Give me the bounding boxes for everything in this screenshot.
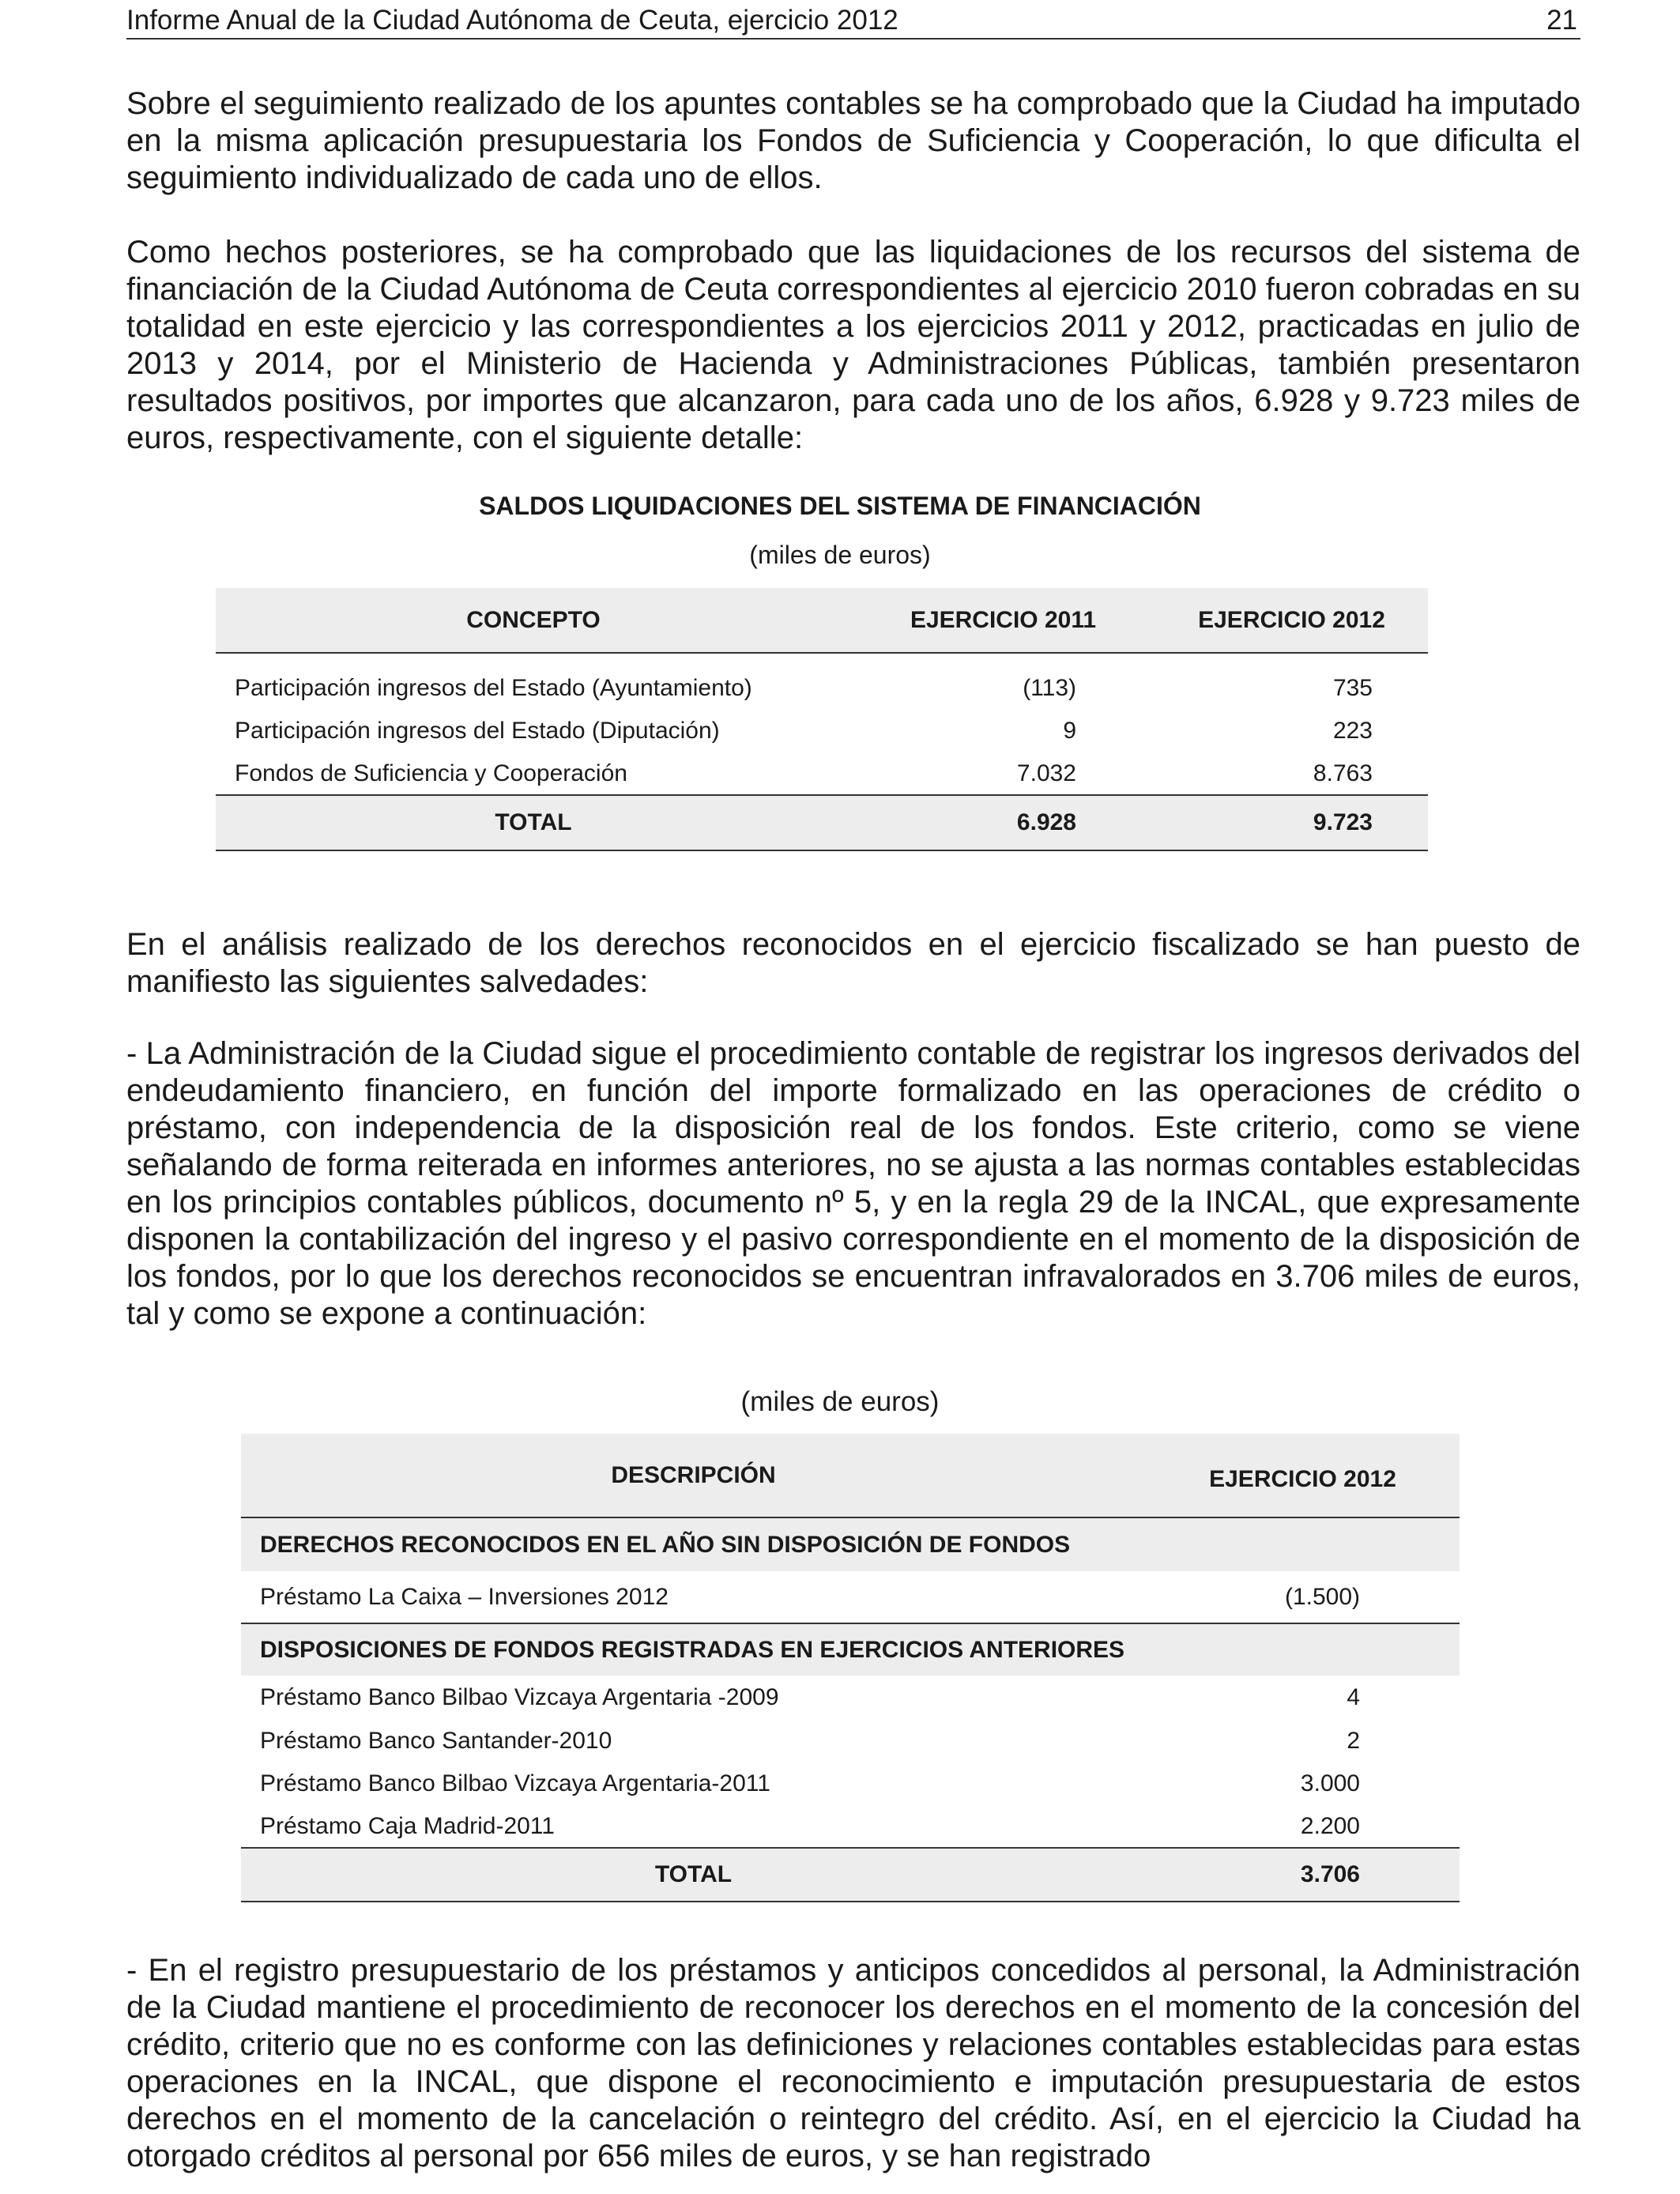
paragraph-5: - En el registro presupuestario de los préstamos y anticipos concedidos al personal, la Administración de la Ciudad mantiene el procedimiento de reconocer los derechos en el momento de la concesión del crédito, criterio que no es conforme con las definiciones y relaciones contables establecidas para estas operaciones en la INCAL, que dispone el reconocimiento e imputación presupuestaria de estos derechos en el momento de la cancelación o reintegro del crédito. Así, en el ejercicio la Ciudad ha otorgado créditos al personal por 656 miles de euros, y se han registrado [126,1953,1580,2173]
table-row: Participación ingresos del Estado (Diputación) 9 223 [235,718,1373,744]
paragraph-1: Sobre el seguimiento realizado de los apuntes contables se ha comprobado que la Ciudad ha imputado en la misma aplicación presupuestaria los Fondos de Suficiencia y Cooperación, lo que dificulta el seguimiento individualizado de cada uno de ellos. [126,86,1580,195]
table2-col-descripcion: DESCRIPCIÓN [611,1461,776,1488]
page-number: 21 [1546,5,1577,36]
page-header [126,3,1580,40]
report-title: Informe Anual de la Ciudad Autónoma de Ceuta, ejercicio 2012 [126,5,898,36]
financing-balances-table [216,588,1428,851]
table1-header-row [216,588,1428,653]
table1-col-2011: EJERCICIO 2011 [910,606,1097,633]
table-row: Préstamo Banco Bilbao Vizcaya Argentaria -2009 4 [260,1684,1360,1710]
table2-section-1: DERECHOS RECONOCIDOS EN EL AÑO SIN DISPOSICIÓN DE FONDOS [241,1517,1460,1571]
table1-title: SALDOS LIQUIDACIONES DEL SISTEMA DE FINANCIACIÓN [479,492,1201,520]
table1-col-concepto: CONCEPTO [466,606,601,633]
table2-col-2012: EJERCICIO 2012 [1209,1465,1396,1492]
paragraph-4: - La Administración de la Ciudad sigue el procedimiento contable de registrar los ingresos derivados del endeudamiento financiero, en función del importe formalizado en las operaciones de crédito o préstamo, con independencia de la disposición real de los fondos. Este criterio, como se viene señalando de forma reiterada en informes anteriores, no se ajusta a las normas contables establecidas en los principios contables públicos, documento nº 5, y en la regla 29 de la INCAL, que expresamente disponen la contabilización del ingreso y el pasivo correspondiente en el momento de la disposición de los fondos, por lo que los derechos reconocidos se encuentran infravalorados en 3.706 miles de euros, tal y como se expone a continuación: [126,1036,1580,1331]
table2-total-row: TOTAL 3.706 [241,1848,1460,1902]
table1-col-2012: EJERCICIO 2012 [1198,606,1385,633]
paragraph-2: Como hechos posteriores, se ha comprobado que las liquidaciones de los recursos del sistema de financiación de la Ciudad Autónoma de Ceuta correspondientes al ejercicio 2010 fueron cobradas en su totalidad en este ejercicio y las correspondientes a los ejercicios 2011 y 2012, practicadas en julio de 2013 y 2014, por el Ministerio de Hacienda y Administraciones Públicas, también presentaron resultados positivos, por importes que alcanzaron, para cada uno de los años, 6.928 y 9.723 miles de euros, respectivamente, con el siguiente detalle: [126,235,1580,455]
table2-units: (miles de euros) [740,1386,940,1417]
table1-total-row: TOTAL 6.928 9.723 [216,795,1428,850]
table2-section-2: DISPOSICIONES DE FONDOS REGISTRADAS EN EJERCICIOS ANTERIORES [241,1623,1460,1676]
table-row: Fondos de Suficiencia y Cooperación 7.032 8.763 [216,752,1428,795]
table-row: Participación ingresos del Estado (Ayuntamiento) (113) 735 [235,675,1373,701]
table-row: Préstamo Banco Bilbao Vizcaya Argentaria-2011 3.000 [260,1770,1360,1796]
table1-units: (miles de euros) [749,541,931,569]
paragraph-3: En el análisis realizado de los derechos reconocidos en el ejercicio fiscalizado se han puesto de manifiesto las siguientes salvedades: [126,927,1580,999]
debt-rights-table [241,1434,1460,1902]
table2-header-row [241,1434,1460,1517]
table-row: Préstamo Banco Santander-2010 2 [260,1728,1360,1754]
table-row: Préstamo Caja Madrid-2011 2.200 [241,1805,1460,1848]
table-row: Préstamo La Caixa – Inversiones 2012 (1.500) [241,1571,1460,1623]
